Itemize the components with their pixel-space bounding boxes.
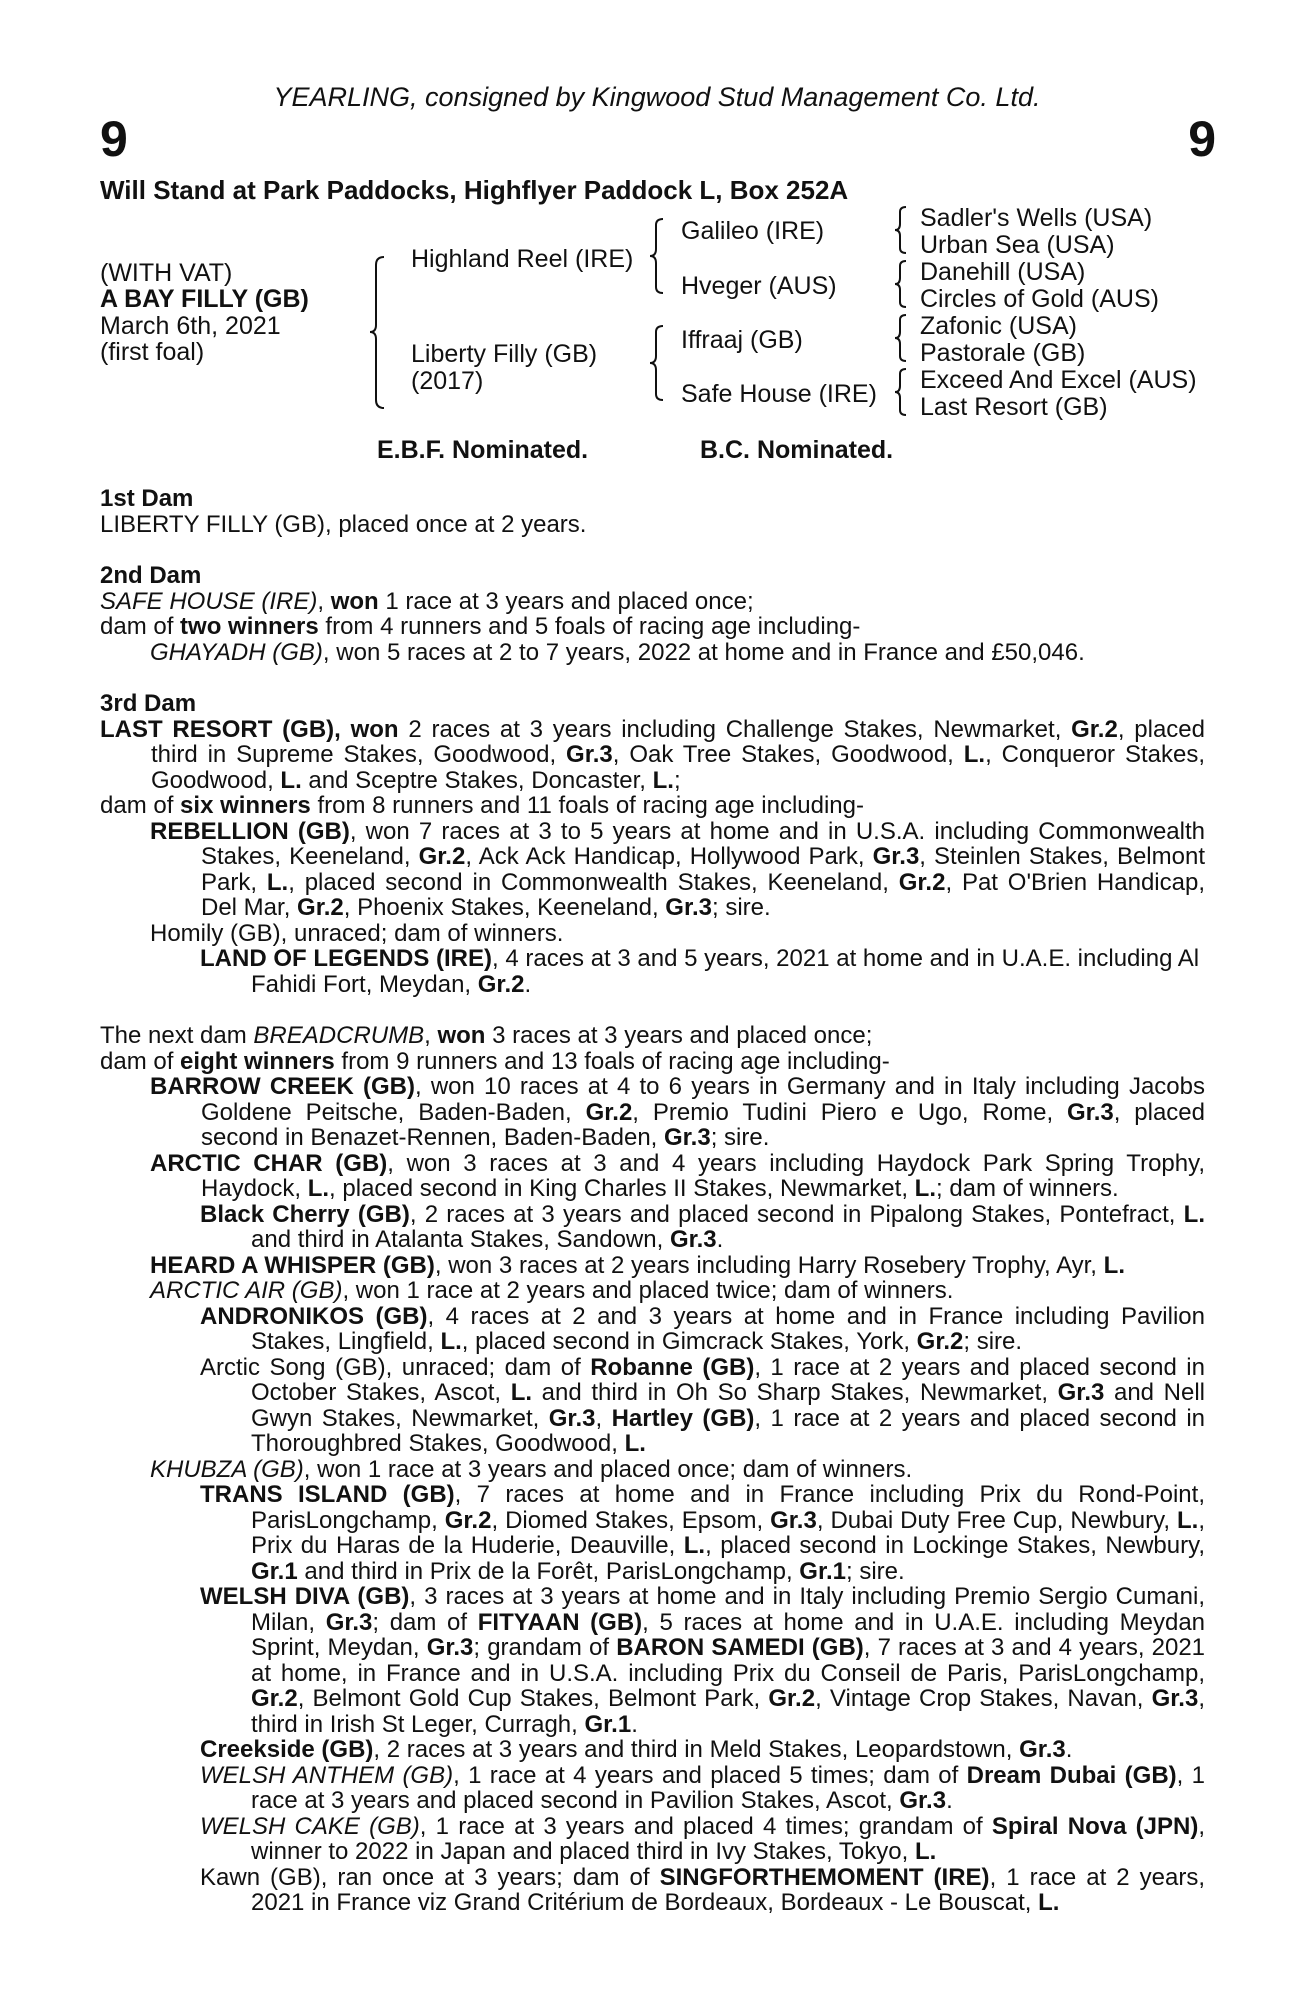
trans-island-entry: TRANS ISLAND (GB), 7 races at home and in France including Prix du Rond-Point, ParisLongchamp, Gr.2, Diomed Stakes, Epsom, Gr.3, Dubai Duty Free Cup, Newbury, L., Prix du Haras de la Huderie, Deauville, L., placed second in Lockinge Stakes, Newbury, Gr.1 and third in Prix de la Forêt, ParisLongchamp, Gr.1; sire.	[200, 1481, 1205, 1585]
barrow-creek-entry: BARROW CREEK (GB), won 10 races at 4 to 6 years in Germany and in Italy including Jacobs Goldene Peitsche, Baden-Baden, Gr.2, Premio Tudini Piero e Ugo, Rome, Gr.3, placed second in Benazet-Rennen, Baden-Baden, Gr.3; sire.	[150, 1073, 1205, 1151]
khubza-entry: KHUBZA (GB), won 1 race at 3 years and placed once; dam of winners.	[150, 1455, 913, 1483]
pedigree-bracket-g2	[895, 259, 911, 309]
next-dam-record: The next dam BREADCRUMB, won 3 races at 3 years and placed once;	[100, 1022, 873, 1049]
pedigree-bracket-main	[372, 255, 392, 410]
pedigree-g4: Circles of Gold (AUS)	[920, 285, 1159, 313]
pedigree-bracket-dam	[651, 324, 671, 404]
second-dam-record: SAFE HOUSE (IRE), won 1 race at 3 years and placed once;	[100, 587, 754, 615]
arctic-air-entry: ARCTIC AIR (GB), won 1 race at 2 years and placed twice; dam of winners.	[150, 1277, 954, 1304]
arctic-song-entry: Arctic Song (GB), unraced; dam of Robanne (GB), 1 race at 2 years and placed second in October Stakes, Ascot, L. and third in Oh So Sharp Stakes, Newmarket, Gr.3 and Nell Gwyn Stakes, Newmarket, Gr.3, Hartley (GB), 1 race at 2 years and placed second in Thoroughbred Stakes, Goodwood, L.	[200, 1353, 1206, 1457]
next-dam-produce: dam of eight winners from 9 runners and 13 foals of racing age including-	[100, 1047, 890, 1075]
vat-note: (WITH VAT)	[100, 259, 233, 287]
pedigree-sire-dam: Hveger (AUS)	[681, 272, 837, 300]
pedigree-dam-dam: Safe House (IRE)	[681, 380, 877, 408]
ebf-nomination: E.B.F. Nominated.	[377, 436, 589, 464]
welsh-diva-entry: WELSH DIVA (GB), 3 races at 3 years at home and in Italy including Premio Sergio Cumani, Milan, Gr.3; dam of FITYAAN (GB), 5 races at home and in U.A.E. including Meydan Sprint, Meydan, Gr.3; grandam of BARON SAMEDI (GB), 7 races at 3 and 4 years, 2021 at home, in France and in U.S.A. including Prix du Conseil de Paris, ParisLongchamp, Gr.2, Belmont Gold Cup Stakes, Belmont Park, Gr.2, Vintage Crop Stakes, Navan, Gr.3, third in Irish St Leger, Curragh, Gr.1.	[200, 1583, 1206, 1738]
pedigree-g5: Zafonic (USA)	[920, 312, 1077, 340]
pedigree-g1: Sadler's Wells (USA)	[920, 204, 1153, 232]
consignment-line: YEARLING, consigned by Kingwood Stud Management Co. Ltd.	[273, 82, 1041, 112]
third-dam-heading: 3rd Dam	[100, 690, 197, 717]
pedigree-sire-sire: Galileo (IRE)	[681, 217, 825, 245]
birth-date: March 6th, 2021	[100, 312, 281, 340]
bc-nomination: B.C. Nominated.	[700, 436, 894, 464]
pedigree-g3: Danehill (USA)	[920, 258, 1086, 286]
pedigree-bracket-g4	[895, 367, 911, 417]
ghayadh-entry: GHAYADH (GB), won 5 races at 2 to 7 years, 2022 at home and in France and £50,046.	[150, 638, 1085, 666]
third-dam-produce: dam of six winners from 8 runners and 11 foals of racing age including-	[100, 792, 864, 819]
welsh-cake-entry: WELSH CAKE (GB), 1 race at 3 years and placed 4 times; grandam of Spiral Nova (JPN), winner to 2022 in Japan and placed third in Ivy Stakes, Tokyo, L.	[200, 1812, 1205, 1865]
lot-title: A BAY FILLY (GB)	[100, 285, 309, 313]
first-dam-text: LIBERTY FILLY (GB), placed once at 2 years.	[100, 510, 587, 538]
pedigree-dam: Liberty Filly (GB)	[411, 340, 598, 368]
rebellion-entry: REBELLION (GB), won 7 races at 3 to 5 years at home and in U.S.A. including Commonwealth Stakes, Keeneland, Gr.2, Ack Ack Handicap, Hollywood Park, Gr.3, Steinlen Stakes, Belmont Park, L., placed second in Commonwealth Stakes, Keeneland, Gr.2, Pat O'Brien Handicap, Del Mar, Gr.2, Phoenix Stakes, Keeneland, Gr.3; sire.	[150, 817, 1205, 921]
homily-entry: Homily (GB), unraced; dam of winners.	[150, 919, 564, 947]
pedigree-dam-year: (2017)	[411, 367, 484, 395]
pedigree-g8: Last Resort (GB)	[920, 393, 1108, 421]
pedigree-g7: Exceed And Excel (AUS)	[920, 366, 1197, 394]
pedigree-g2: Urban Sea (USA)	[920, 231, 1115, 259]
second-dam-produce: dam of two winners from 4 runners and 5 foals of racing age including-	[100, 613, 861, 640]
welsh-anthem-entry: WELSH ANTHEM (GB), 1 race at 4 years and placed 5 times; dam of Dream Dubai (GB), 1 race at 3 years and placed second in Pavilion Stakes, Ascot, Gr.3.	[200, 1761, 1205, 1814]
andronikos-entry: ANDRONIKOS (GB), 4 races at 2 and 3 years at home and in France including Pavilion Stakes, Lingfield, L., placed second in Gimcrack Stakes, York, Gr.2; sire.	[200, 1302, 1206, 1355]
last-resort-entry: LAST RESORT (GB), won 2 races at 3 years including Challenge Stakes, Newmarket, Gr.2, placed third in Supreme Stakes, Goodwood, Gr.3, Oak Tree Stakes, Goodwood, L., Conqueror Stakes, Goodwood, L. and Sceptre Stakes, Doncaster, L.;	[100, 715, 1205, 794]
heard-a-whisper-entry: HEARD A WHISPER (GB), won 3 races at 2 years including Harry Rosebery Trophy, Ayr, L.	[150, 1251, 1125, 1279]
first-dam-heading: 1st Dam	[100, 485, 194, 512]
foal-note: (first foal)	[100, 338, 205, 366]
pedigree-sire: Highland Reel (IRE)	[411, 245, 634, 273]
pedigree-dam-sire: Iffraaj (GB)	[681, 326, 803, 354]
pedigree-bracket-g1	[895, 205, 911, 255]
creekside-entry: Creekside (GB), 2 races at 3 years and third in Meld Stakes, Leopardstown, Gr.3.	[200, 1736, 1073, 1763]
pedigree-g6: Pastorale (GB)	[920, 339, 1086, 367]
stabling-location: Will Stand at Park Paddocks, Highflyer Paddock L, Box 252A	[100, 175, 849, 205]
pedigree-bracket-g3	[895, 313, 911, 363]
land-of-legends-entry: LAND OF LEGENDS (IRE), 4 races at 3 and 5 years, 2021 at home and in U.A.E. including Al Fahidi Fort, Meydan, Gr.2.	[200, 945, 1200, 998]
second-dam-heading: 2nd Dam	[100, 562, 202, 589]
black-cherry-entry: Black Cherry (GB), 2 races at 3 years and placed second in Pipalong Stakes, Pontefract, L. and third in Atalanta Stakes, Sandown, Gr.3.	[200, 1200, 1205, 1253]
lot-number-left: 9	[100, 111, 128, 167]
lot-number-right: 9	[1188, 111, 1216, 167]
pedigree-bracket-sire	[651, 217, 671, 297]
kawn-entry: Kawn (GB), ran once at 3 years; dam of SINGFORTHEMOMENT (IRE), 1 race at 2 years, 2021 in France viz Grand Critérium de Bordeaux, Bordeaux - Le Bouscat, L.	[200, 1863, 1206, 1916]
catalogue-body	[100, 486, 1205, 1916]
arctic-char-entry: ARCTIC CHAR (GB), won 3 races at 3 and 4 years including Haydock Park Spring Trophy, Haydock, L., placed second in King Charles II Stakes, Newmarket, L.; dam of winners.	[150, 1149, 1205, 1202]
